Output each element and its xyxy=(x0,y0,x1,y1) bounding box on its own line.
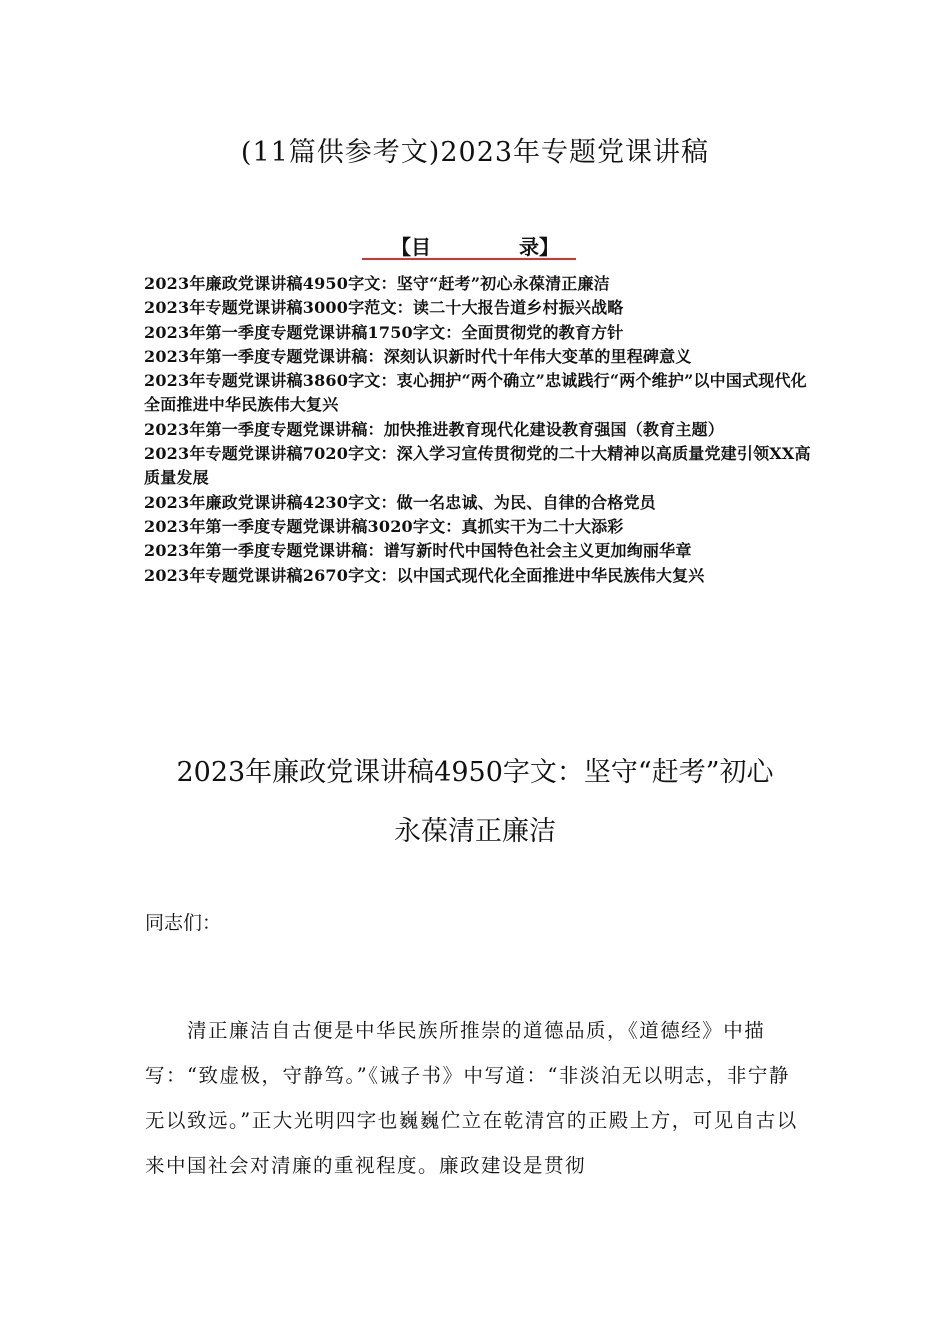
section-title-line2: 永葆清正廉洁 xyxy=(394,816,556,847)
toc-heading-left: 【目 xyxy=(391,235,431,259)
toc-item[interactable]: 2023年廉政党课讲稿4950字文：坚守“赶考”初心永葆清正廉洁 xyxy=(144,274,610,293)
toc-underline xyxy=(362,258,576,260)
table-of-contents xyxy=(144,272,812,588)
toc-item[interactable]: 2023年第一季度专题党课讲稿：谱写新时代中国特色社会主义更加绚丽华章 xyxy=(144,541,692,561)
toc-item[interactable]: 2023年廉政党课讲稿4230字文：做一名忠诚、为民、自律的合格党员 xyxy=(144,492,656,512)
toc-item[interactable]: 2023年专题党课讲稿3000字范文：读二十大报告道乡村振兴战略 xyxy=(144,298,624,318)
body-paragraph xyxy=(145,1008,807,1188)
toc-item[interactable]: 2023年专题党课讲稿3860字文：衷心拥护“两个确立”忠诚践行“两个维护”以中国式现代化全面推进中华民族伟大复兴 xyxy=(144,371,807,415)
salutation: 同志们： xyxy=(145,912,222,934)
toc-heading-right: 录】 xyxy=(519,235,559,259)
body-paragraph-text: 清正廉洁自古便是中华民族所推崇的道德品质，《道德经》中描写：“致虚极，守静笃。”《诫子书》中写道：“非淡泊无以明志，非宁静无以致远。”正大光明四字也巍巍伫立在乾清宫的正殿上方，可见自古以来中国社会对清廉的重视程度。廉政建设是贯彻 xyxy=(145,1019,798,1177)
toc-item[interactable]: 2023年第一季度专题党课讲稿：深刻认识新时代十年伟大变革的里程碑意义 xyxy=(144,346,692,366)
toc-item[interactable]: 2023年第一季度专题党课讲稿3020字文：真抓实干为二十大添彩 xyxy=(144,516,624,536)
document-title: (11篇供参考文)2023年专题党课讲稿 xyxy=(240,137,710,168)
section-title xyxy=(0,754,950,850)
toc-item[interactable]: 2023年专题党课讲稿7020字文：深入学习宣传贯彻党的二十大精神以高质量党建引领XX高质量发展 xyxy=(144,444,811,488)
toc-item[interactable]: 2023年第一季度专题党课讲稿：加快推进教育现代化建设教育强国（教育主题） xyxy=(144,419,724,439)
toc-heading xyxy=(0,233,950,261)
section-title-line1: 2023年廉政党课讲稿4950字文：坚守“赶考”初心 xyxy=(176,757,774,788)
toc-item[interactable]: 2023年第一季度专题党课讲稿1750字文：全面贯彻党的教育方针 xyxy=(144,322,624,342)
toc-item[interactable]: 2023年专题党课讲稿2670字文：以中国式现代化全面推进中华民族伟大复兴 xyxy=(144,565,705,585)
